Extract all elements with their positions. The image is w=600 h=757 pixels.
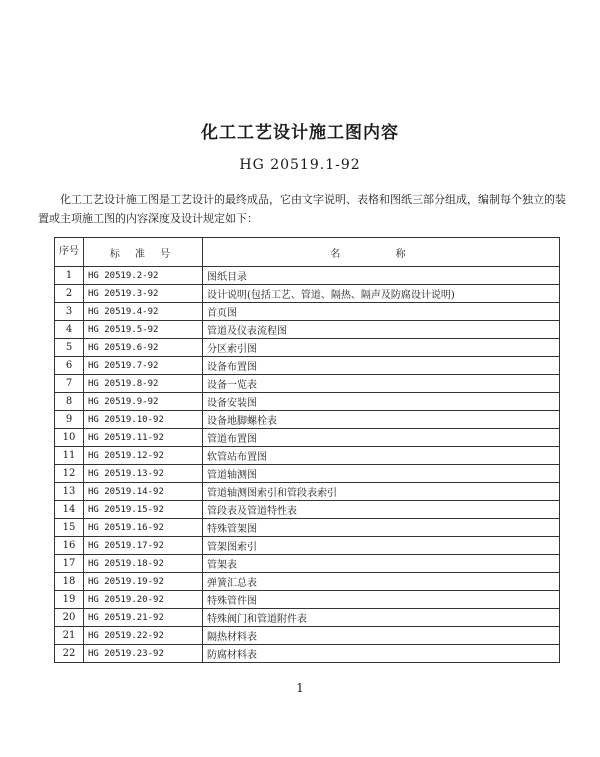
row-standard-cell: HG 20519.23-92: [84, 645, 203, 663]
row-standard-cell: HG 20519.6-92: [84, 339, 203, 357]
row-seq-cell: 4: [55, 321, 84, 339]
row-seq-cell: 12: [55, 465, 84, 483]
row-name-cell: 设计说明(包括工艺、管道、隔热、隔声及防腐设计说明): [203, 285, 560, 303]
row-name-cell: 防腐材料表: [203, 645, 560, 663]
row-seq-cell: 16: [55, 537, 84, 555]
standards-table: [54, 237, 560, 663]
header-standard-number: 标 准 号: [84, 238, 203, 267]
row-seq-cell: 7: [55, 375, 84, 393]
row-name-cell: 特殊管件图: [203, 591, 560, 609]
row-name-cell: 设备安装图: [203, 393, 560, 411]
table-row: [55, 519, 560, 537]
table-row: [55, 483, 560, 501]
row-name-cell: 弹簧汇总表: [203, 573, 560, 591]
row-name-cell: 管道及仪表流程图: [203, 321, 560, 339]
page-number: 1: [296, 681, 304, 695]
row-standard-cell: HG 20519.8-92: [84, 375, 203, 393]
row-seq-cell: 9: [55, 411, 84, 429]
row-name-cell: 管道轴测图: [203, 465, 560, 483]
row-standard-cell: HG 20519.4-92: [84, 303, 203, 321]
row-standard-cell: HG 20519.11-92: [84, 429, 203, 447]
table-header-row: [55, 238, 560, 267]
row-standard-cell: HG 20519.16-92: [84, 519, 203, 537]
row-seq-cell: 15: [55, 519, 84, 537]
table-row: [55, 501, 560, 519]
row-standard-cell: HG 20519.13-92: [84, 465, 203, 483]
row-name-cell: 设备地脚螺栓表: [203, 411, 560, 429]
table-row: [55, 303, 560, 321]
row-name-cell: 图纸目录: [203, 267, 560, 285]
table-row: [55, 573, 560, 591]
row-name-cell: 首页图: [203, 303, 560, 321]
row-name-cell: 软管站布置图: [203, 447, 560, 465]
row-standard-cell: HG 20519.18-92: [84, 555, 203, 573]
row-seq-cell: 21: [55, 627, 84, 645]
row-seq-cell: 11: [55, 447, 84, 465]
row-standard-cell: HG 20519.10-92: [84, 411, 203, 429]
row-seq-cell: 2: [55, 285, 84, 303]
table-body: [55, 267, 560, 663]
table-row: [55, 339, 560, 357]
row-standard-cell: HG 20519.2-92: [84, 267, 203, 285]
table-row: [55, 447, 560, 465]
row-name-cell: 隔热材料表: [203, 627, 560, 645]
row-seq-cell: 14: [55, 501, 84, 519]
table-row: [55, 393, 560, 411]
table-row: [55, 429, 560, 447]
row-name-cell: 特殊阀门和管道附件表: [203, 609, 560, 627]
table-row: [55, 591, 560, 609]
table-row: [55, 555, 560, 573]
row-seq-cell: 8: [55, 393, 84, 411]
row-name-cell: 特殊管架图: [203, 519, 560, 537]
row-standard-cell: HG 20519.9-92: [84, 393, 203, 411]
row-standard-cell: HG 20519.15-92: [84, 501, 203, 519]
row-standard-cell: HG 20519.20-92: [84, 591, 203, 609]
row-name-cell: 分区索引图: [203, 339, 560, 357]
table-row: [55, 285, 560, 303]
table-row: [55, 375, 560, 393]
row-seq-cell: 18: [55, 573, 84, 591]
table-row: [55, 627, 560, 645]
table-row: [55, 357, 560, 375]
row-standard-cell: HG 20519.17-92: [84, 537, 203, 555]
row-name-cell: 管道布置图: [203, 429, 560, 447]
row-seq-cell: 3: [55, 303, 84, 321]
row-standard-cell: HG 20519.3-92: [84, 285, 203, 303]
row-seq-cell: 10: [55, 429, 84, 447]
table-row: [55, 321, 560, 339]
header-name: 名 称: [203, 238, 560, 267]
row-standard-cell: HG 20519.5-92: [84, 321, 203, 339]
row-standard-cell: HG 20519.12-92: [84, 447, 203, 465]
intro-paragraph: 化工工艺设计施工图是工艺设计的最终成品，它由文字说明、表格和图纸三部分组成，编制每个独立的装置或主项施工图的内容深度及设计规定如下：: [38, 193, 566, 225]
table-row: [55, 537, 560, 555]
row-seq-cell: 22: [55, 645, 84, 663]
row-seq-cell: 17: [55, 555, 84, 573]
row-name-cell: 设备布置图: [203, 357, 560, 375]
table-row: [55, 411, 560, 429]
row-name-cell: 管架图索引: [203, 537, 560, 555]
table-row: [55, 267, 560, 285]
row-name-cell: 管道轴测图索引和管段表索引: [203, 483, 560, 501]
row-name-cell: 设备一览表: [203, 375, 560, 393]
row-seq-cell: 19: [55, 591, 84, 609]
row-name-cell: 管架表: [203, 555, 560, 573]
row-seq-cell: 6: [55, 357, 84, 375]
table-row: [55, 609, 560, 627]
row-seq-cell: 20: [55, 609, 84, 627]
row-seq-cell: 1: [55, 267, 84, 285]
document-title: 化工工艺设计施工图内容: [201, 123, 399, 143]
table-row: [55, 465, 560, 483]
row-standard-cell: HG 20519.21-92: [84, 609, 203, 627]
header-seq: 序号: [55, 238, 84, 267]
row-name-cell: 管段表及管道特性表: [203, 501, 560, 519]
standard-code: HG 20519.1-92: [239, 157, 361, 173]
table-row: [55, 645, 560, 663]
row-standard-cell: HG 20519.22-92: [84, 627, 203, 645]
row-seq-cell: 13: [55, 483, 84, 501]
row-standard-cell: HG 20519.14-92: [84, 483, 203, 501]
row-standard-cell: HG 20519.7-92: [84, 357, 203, 375]
row-seq-cell: 5: [55, 339, 84, 357]
row-standard-cell: HG 20519.19-92: [84, 573, 203, 591]
